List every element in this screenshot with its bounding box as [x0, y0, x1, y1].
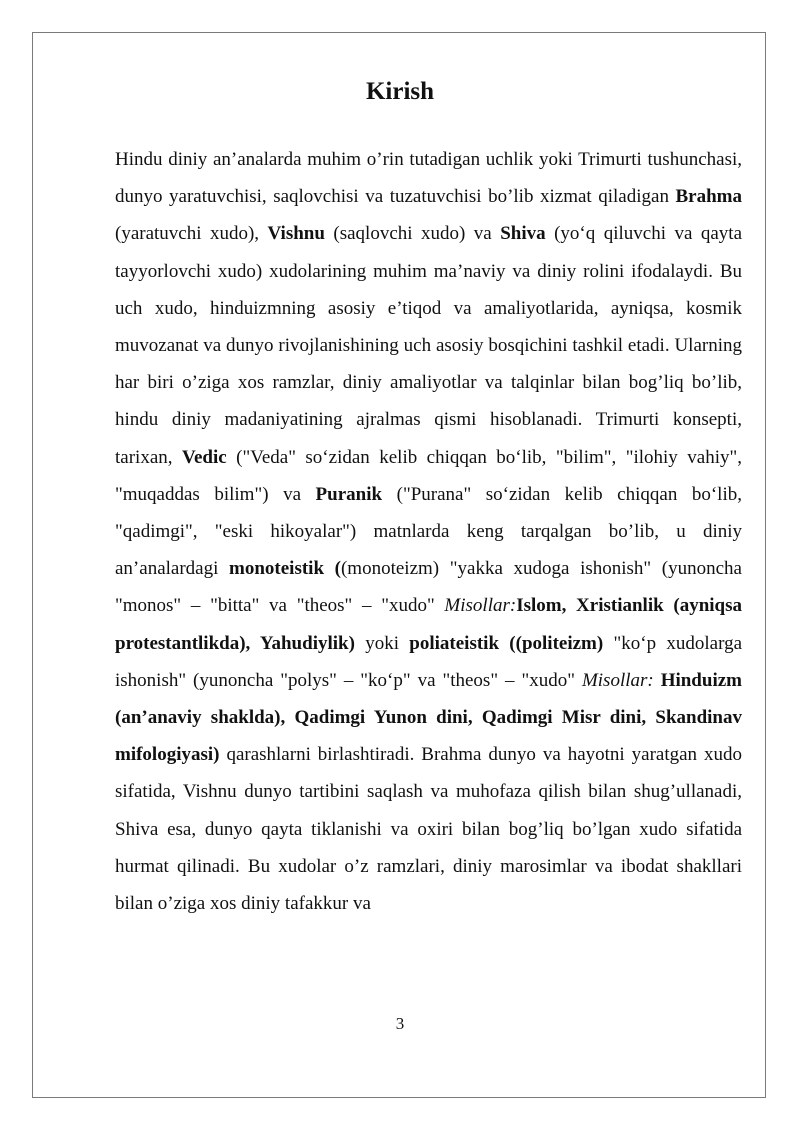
text-run: qarashlarni birlashtiradi. Brahma dunyo va hayotni yaratgan xudo sifatida, Vishnu dunyo tartibini saqlash va muhofaza qilish bilan shug’ullanadi, Shiva esa, dunyo qayta tiklanishi va oxiri bilan bog’liq bo’lgan xudo sifatida hurmat qilinadi. Bu xudolar o’z ramzlari, diniy marosimlar va ibodat shakllari bilan o’ziga xos diniy tafakkur va [115, 744, 742, 915]
term-vishnu: Vishnu [267, 223, 325, 245]
text-run: (yaratuvchi xudo), [115, 223, 268, 245]
text-run [654, 670, 661, 691]
term-brahma: Brahma [675, 186, 742, 208]
term-puranik: Puranik [315, 483, 383, 505]
page-number: 3 [395, 1014, 405, 1033]
text-run: (saqlovchi xudo) va [324, 223, 501, 245]
examples-label: Misollar: [444, 595, 517, 617]
text-run: "ko‘p xudolarga ishonish" (yunoncha "polys" – "ko‘p" va "theos" – "xudo" [115, 632, 742, 691]
examples-polytheism: Hinduizm (an’anaviy shaklda), Qadimgi Yunon dini, Qadimgi Misr dini, Skandinav mifologiyasi) [115, 669, 742, 766]
text-run: yoki [354, 632, 410, 654]
term-poliateistik: poliateistik ((politeizm) [409, 632, 604, 654]
text-run: ("Purana" so‘zidan kelib chiqqan bo‘lib, "qadimgi", "eski hikoyalar") matnlarda keng tarqalgan bo’lib, u diniy an’analardagi [115, 483, 742, 580]
text-run: Hindu diniy an’analarda muhim o’rin tutadigan uchlik yoki Trimurti tushunchasi, dunyo yaratuvchisi, saqlovchisi va tuzatuvchisi bo’lib xizmat qiladigan [115, 149, 742, 208]
examples-label: Misollar: [581, 669, 654, 691]
term-vedic: Vedic [181, 446, 227, 468]
examples-monotheism: Islom, Xristianlik (ayniqsa protestantlikda), Yahudiylik) [115, 595, 743, 654]
text-run: (yo‘q qiluvchi va qayta tayyorlovchi xudo) xudolarining muhim ma’naviy va diniy rolini ifodalaydi. Bu uch xudo, hinduizmning asosiy e’tiqod va amaliyotlarida, ayniqsa, kosmik muvozanat va dunyo rivojlanishining uch asosiy bosqichini tashkil etadi. Ularning har biri o’ziga xos ramzlar, diniy amaliyotlar va talqinlar bilan bog’liq bo’lib, hindu diniy madaniyatining ajralmas qismi hisoblanadi. Trimurti konsepti, tarixan, [115, 223, 742, 468]
term-shiva: Shiva [500, 223, 546, 245]
text-run: ("Veda" so‘zidan kelib chiqqan bo‘lib, "bilim", "ilohiy vahiy", "muqaddas bilim") va [115, 446, 742, 505]
body-paragraph [115, 141, 742, 922]
text-run: (monoteizm) "yakka xudoga ishonish" (yunoncha "monos" – "bitta" va "theos" – "xudo" [115, 558, 742, 617]
page-title: Kirish [365, 78, 435, 105]
term-monoteistik: monoteistik ( [229, 558, 341, 580]
